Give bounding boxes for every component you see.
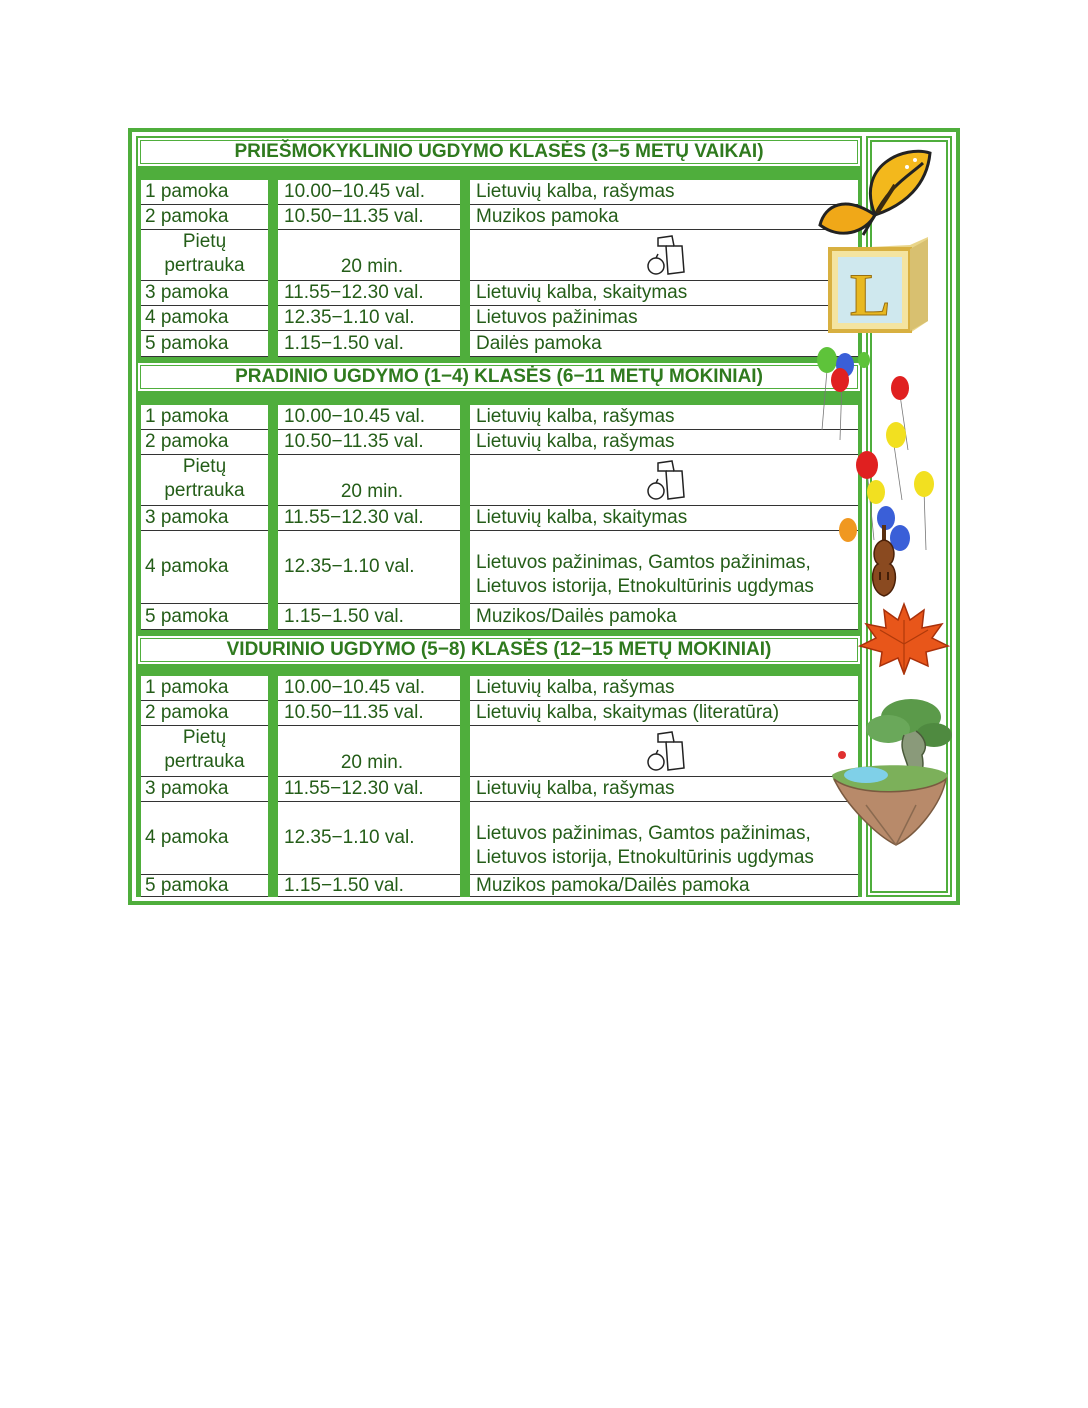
violin-icon — [864, 520, 904, 600]
subject-cell: Muzikos pamoka — [470, 205, 858, 230]
section-header-primary: PRADINIO UGDYMO (1−4) KLASĖS (6−11 METŲ MOKINIAI) — [136, 361, 862, 393]
lesson-cell: 3 pamoka — [141, 281, 268, 306]
time-cell: 11.55−12.30 val. — [278, 506, 460, 531]
table-row — [136, 777, 862, 802]
lesson-cell: 5 pamoka — [141, 875, 268, 897]
time-cell: 10.00−10.45 val. — [278, 676, 460, 701]
lunch-label: Pietų pertrauka — [141, 455, 268, 506]
table-row — [136, 676, 862, 701]
floating-island-tree-icon — [826, 695, 956, 855]
table-row — [136, 506, 862, 531]
letter-block-icon — [828, 237, 932, 337]
table-row — [136, 430, 862, 455]
lunch-bag-icon — [470, 230, 858, 281]
table-row — [136, 331, 862, 357]
time-cell: 12.35−1.10 val. — [278, 802, 460, 875]
time-cell: 11.55−12.30 val. — [278, 281, 460, 306]
table-row — [136, 306, 862, 331]
time-cell: 10.50−11.35 val. — [278, 430, 460, 455]
lunch-label: Pietų pertrauka — [141, 230, 268, 281]
lesson-cell: 2 pamoka — [141, 430, 268, 455]
time-cell: 1.15−1.50 val. — [278, 875, 460, 897]
lesson-cell: 4 pamoka — [141, 802, 268, 875]
maple-leaf-icon — [858, 600, 950, 675]
lunch-bag-icon — [470, 455, 858, 506]
table-row-lunch — [136, 726, 862, 777]
time-cell: 10.00−10.45 val. — [278, 180, 460, 205]
lunch-duration: 20 min. — [278, 455, 460, 506]
time-cell: 10.50−11.35 val. — [278, 205, 460, 230]
lesson-cell: 1 pamoka — [141, 405, 268, 430]
lesson-cell: 1 pamoka — [141, 180, 268, 205]
subject-cell: Lietuvių kalba, skaitymas — [470, 281, 858, 306]
lunch-duration: 20 min. — [278, 230, 460, 281]
time-cell: 1.15−1.50 val. — [278, 331, 460, 357]
lunch-label: Pietų pertrauka — [141, 726, 268, 777]
lunch-bag-icon — [470, 726, 858, 777]
lesson-cell: 2 pamoka — [141, 205, 268, 230]
subject-cell: Dailės pamoka — [470, 331, 858, 357]
subject-cell: Muzikos/Dailės pamoka — [470, 604, 858, 630]
table-row — [136, 180, 862, 205]
subject-cell: Lietuvių kalba, skaitymas — [470, 506, 858, 531]
subject-cell: Lietuvos pažinimas — [470, 306, 858, 331]
lesson-cell: 5 pamoka — [141, 331, 268, 357]
block-letter: L — [849, 262, 891, 328]
subject-cell: Lietuvos pažinimas, Gamtos pažinimas, Lietuvos istorija, Etnokultūrinis ugdymas — [470, 802, 858, 875]
table-row — [136, 802, 862, 875]
subject-cell: Lietuvių kalba, rašymas — [470, 180, 858, 205]
table-row — [136, 205, 862, 230]
lesson-cell: 1 pamoka — [141, 676, 268, 701]
table-row — [136, 405, 862, 430]
subject-cell: Lietuvių kalba, rašymas — [470, 405, 858, 430]
time-cell: 11.55−12.30 val. — [278, 777, 460, 802]
lesson-cell: 4 pamoka — [141, 306, 268, 331]
table-row-lunch — [136, 230, 862, 281]
time-cell: 12.35−1.10 val. — [278, 306, 460, 331]
table-row — [136, 875, 862, 897]
time-cell: 1.15−1.50 val. — [278, 604, 460, 630]
lesson-cell: 3 pamoka — [141, 506, 268, 531]
section-header-preschool: PRIEŠMOKYKLINIO UGDYMO KLASĖS (3−5 METŲ VAIKAI) — [136, 136, 862, 168]
table-row — [136, 531, 862, 604]
lesson-cell: 4 pamoka — [141, 531, 268, 604]
subject-cell: Lietuvių kalba, rašymas — [470, 777, 858, 802]
table-row-lunch — [136, 455, 862, 506]
time-cell: 10.50−11.35 val. — [278, 701, 460, 726]
butterfly-icon — [815, 145, 935, 245]
table-row — [136, 701, 862, 726]
lesson-cell: 2 pamoka — [141, 701, 268, 726]
time-cell: 10.00−10.45 val. — [278, 405, 460, 430]
section-header-secondary: VIDURINIO UGDYMO (5−8) KLASĖS (12−15 METŲ MOKINIAI) — [136, 634, 862, 666]
lunch-duration: 20 min. — [278, 726, 460, 777]
subject-cell: Muzikos pamoka/Dailės pamoka — [470, 875, 858, 897]
lesson-cell: 5 pamoka — [141, 604, 268, 630]
lesson-cell: 3 pamoka — [141, 777, 268, 802]
subject-cell: Lietuvių kalba, skaitymas (literatūra) — [470, 701, 858, 726]
time-cell: 12.35−1.10 val. — [278, 531, 460, 604]
subject-cell: Lietuvos pažinimas, Gamtos pažinimas, Lietuvos istorija, Etnokultūrinis ugdymas — [470, 531, 858, 604]
subject-cell: Lietuvių kalba, rašymas — [470, 676, 858, 701]
table-row — [136, 604, 862, 630]
table-row — [136, 281, 862, 306]
subject-cell: Lietuvių kalba, rašymas — [470, 430, 858, 455]
schedule-table — [136, 136, 862, 897]
